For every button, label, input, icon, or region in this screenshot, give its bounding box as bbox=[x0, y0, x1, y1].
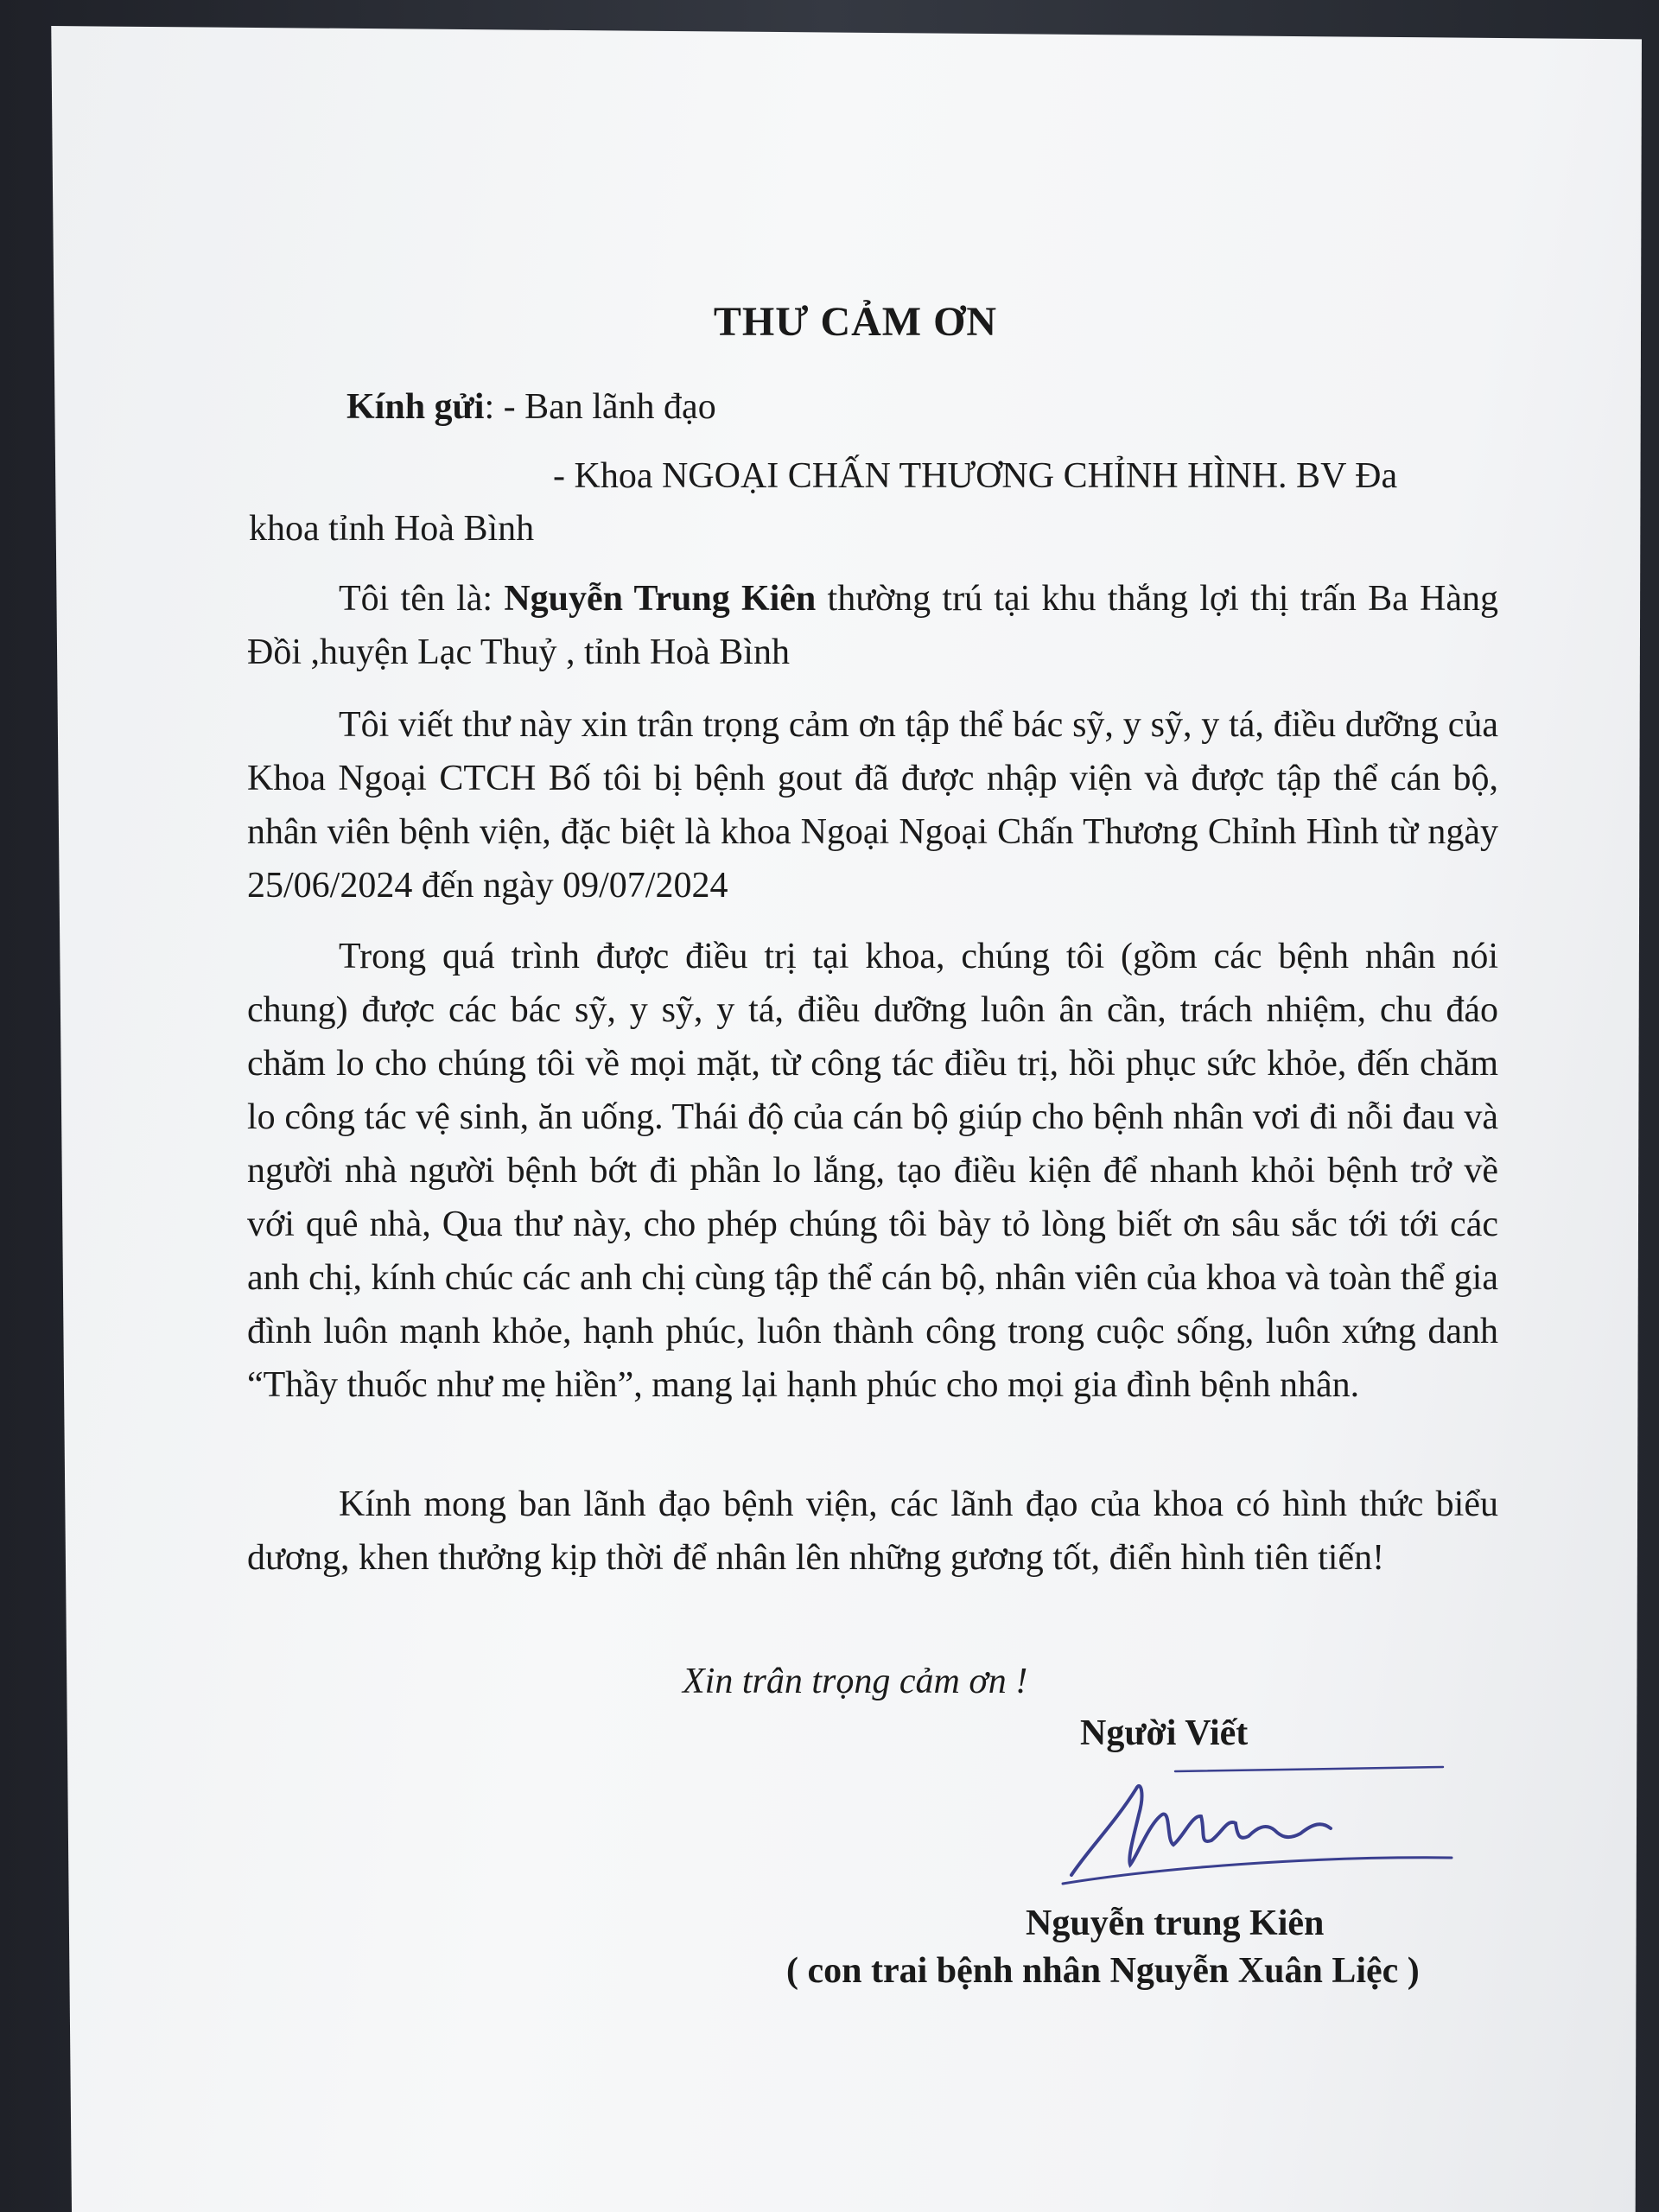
signature-drawing bbox=[1054, 1754, 1469, 1910]
writer-name: Nguyễn Trung Kiên bbox=[504, 579, 817, 619]
signer-relation: ( con trai bệnh nhân Nguyễn Xuân Liệc ) bbox=[786, 1951, 1420, 1991]
letter-title: THƯ CẢM ƠN bbox=[713, 299, 998, 345]
recipient-2-line2: khoa tỉnh Hoà Bình bbox=[249, 509, 535, 549]
recipient-1: : - Ban lãnh đạo bbox=[484, 387, 716, 427]
salutation-label: Kính gửi bbox=[346, 387, 485, 427]
signer-name: Nguyễn trung Kiên bbox=[1026, 1904, 1325, 1943]
closing-line: Xin trân trọng cảm ơn ! bbox=[683, 1662, 1028, 1701]
paragraph-1: Tôi viết thư này xin trân trọng cảm ơn tập thể bác sỹ, y sỹ, y tá, điều dưỡng của Khoa Ngoại CTCH Bố tôi bị bệnh gout đã được nhập viện và được tập thể cán bộ, nhân viên bệnh viện, đặc biệt là khoa Ngoại Ngoại Chấn Thương Chỉnh Hình từ ngày 25/06/2024 đến ngày 09/07/2024 bbox=[247, 705, 1498, 906]
paragraph-2: Trong quá trình được điều trị tại khoa, chúng tôi (gồm các bệnh nhân nói chung) được các bác sỹ, y sỹ, y tá, điều dưỡng luôn ân cần, trách nhiệm, chu đáo chăm lo cho chúng tôi về mọi mặt, từ công tác điều trị, hồi phục sức khỏe, đến chăm lo công tác vệ sinh, ăn uống. Thái độ của cán bộ giúp cho bệnh nhân vơi đi nỗi đau và người nhà người bệnh bớt đi phần lo lắng, tạo điều kiện để nhanh khỏi bệnh trở về với quê nhà, Qua thư này, cho phép chúng tôi bày tỏ lòng biết ơn sâu sắc tới tới các anh chị, kính chúc các anh chị cùng tập thể cán bộ, nhân viên của khoa và toàn thể gia đình luôn mạnh khỏe, hạnh phúc, luôn thành công trong cuộc sống, luôn xứng danh “Thầy thuốc như mẹ hiền”, mang lại hạnh phúc cho mọi gia đình bệnh nhân. bbox=[247, 937, 1498, 1405]
intro-prefix: Tôi tên là: bbox=[339, 579, 505, 619]
intro-suffix: thường trú tại khu thắng lợi thị trấn Ba Hàng Đồi ,huyện Lạc Thuỷ , tỉnh Hoà Bình bbox=[247, 579, 1498, 672]
paragraph-3: Kính mong ban lãnh đạo bệnh viện, các lãnh đạo của khoa có hình thức biểu dương, khen thưởng kịp thời để nhân lên những gương tốt, điển hình tiên tiến! bbox=[247, 1484, 1498, 1578]
recipient-2-line1: - Khoa NGOẠI CHẤN THƯƠNG CHỈNH HÌNH. BV Đa bbox=[553, 456, 1398, 496]
intro-paragraph bbox=[247, 572, 1498, 679]
signer-label: Người Viết bbox=[1080, 1713, 1249, 1753]
salutation-line bbox=[346, 380, 716, 434]
